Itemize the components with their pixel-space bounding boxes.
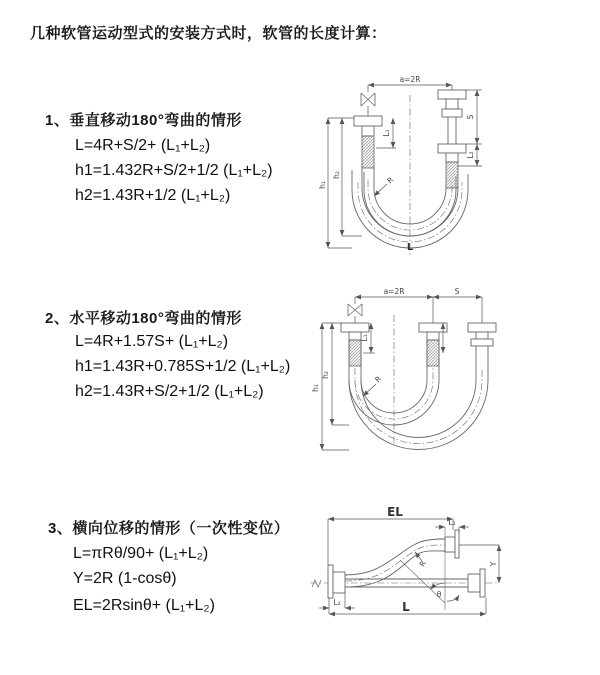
label-l1: L₁: [448, 518, 456, 527]
radius-arrow: [374, 184, 387, 196]
section-3-formula-L: L=πRθ/90+ (L₁+L₂): [73, 545, 209, 562]
label-s: S: [454, 287, 460, 296]
braided-hose-right: [446, 162, 458, 188]
label-l2: L₂: [466, 151, 475, 159]
label-y: Y: [489, 561, 498, 567]
valve-icon: [361, 93, 375, 116]
section-1-formula-h1: h1=1.432R+S/2+1/2 (L₁+L₂): [75, 162, 273, 179]
valve-icon: [348, 304, 362, 323]
section-1-formula-h2: h2=1.43R+1/2 (L₁+L₂): [75, 187, 231, 204]
diagram-vertical-movement: [295, 70, 585, 265]
radius-arrow: [363, 384, 376, 396]
label-l1: L₁: [382, 129, 391, 137]
label-el: EL: [387, 505, 403, 519]
right-flange: [468, 569, 485, 597]
braided-hose-left: [349, 340, 361, 366]
label-h1: h₁: [318, 181, 327, 189]
braided-hose-middle: [427, 340, 439, 366]
section-1-heading: 1、垂直移动180°弯曲的情形: [45, 112, 242, 129]
right-flange-lower: [438, 144, 466, 162]
page-title: 几种软管运动型式的安装方式时，软管的长度计算：: [30, 25, 387, 42]
diagram-horizontal-movement: [295, 280, 595, 480]
label-l: L: [402, 600, 410, 614]
section-3-formula-Y: Y=2R (1-cosθ): [73, 570, 177, 587]
label-l: L: [406, 242, 414, 253]
label-theta: θ: [436, 590, 442, 599]
label-h2: h₂: [321, 371, 330, 379]
label-r: R: [385, 175, 396, 186]
section-1-formula-L: L=4R+S/2+ (L₁+L₂): [75, 137, 211, 154]
left-flange: [328, 565, 345, 598]
label-h1: h₁: [311, 384, 320, 392]
label-l2: L₂: [333, 598, 341, 607]
section-2-heading: 2、水平移动180°弯曲的情形: [45, 310, 242, 327]
label-r: R: [417, 559, 429, 569]
section-2-formula-h1: h1=1.43R+0.785S+1/2 (L₁+L₂): [75, 358, 291, 375]
section-2-formula-L: L=4R+1.57S+ (L₁+L₂): [75, 333, 229, 350]
label-a2r: a=2R: [399, 75, 421, 84]
label-r: R: [373, 374, 384, 385]
section-2-formula-h2: h2=1.43R+S/2+1/2 (L₁+L₂): [75, 383, 264, 400]
right-flange: [468, 323, 496, 346]
theta-arc-left: [431, 583, 445, 589]
left-flange: [354, 116, 382, 136]
hose-displaced-position: [345, 539, 445, 587]
section-3-formula-EL: EL=2Rsinθ+ (L₁+L₂): [73, 597, 215, 614]
diagram-lateral-displacement: [300, 495, 590, 665]
braided-hose-left: [362, 136, 374, 168]
pipe-break-mark: [312, 580, 321, 587]
theta-arc-right: [447, 595, 459, 601]
section-3-heading: 3、横向位移的情形（一次性变位）: [48, 520, 290, 537]
label-h2: h₂: [332, 171, 341, 179]
hose-position-2: [349, 343, 488, 450]
diagram3-labels: [333, 505, 498, 614]
right-flange-upper: [438, 90, 466, 117]
label-s: S: [466, 114, 475, 120]
label-l1: L₁: [360, 334, 369, 342]
top-right-flange: [445, 530, 459, 558]
label-a2r: a=2R: [383, 287, 405, 296]
